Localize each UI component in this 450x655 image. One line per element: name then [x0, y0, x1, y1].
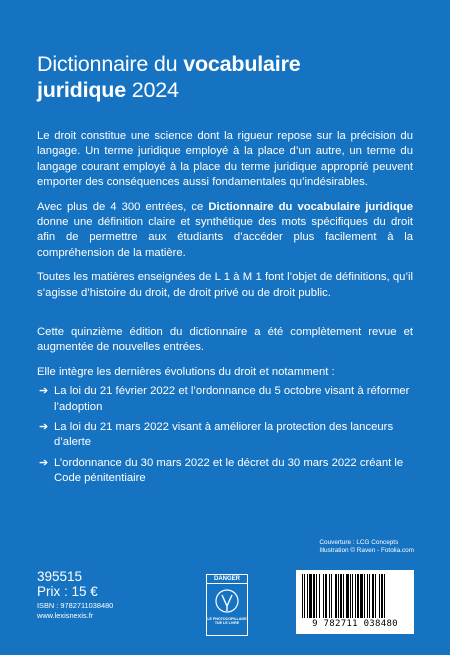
intro-paragraph-2	[37, 200, 413, 262]
cover-credits	[319, 539, 414, 556]
danger-footer-line-1: LE PHOTOCOPILLAGE	[207, 617, 247, 621]
arrow-right-icon: ➔	[39, 456, 49, 469]
website-link: www.lexisnexis.fr	[37, 611, 94, 620]
barcode-bars	[302, 574, 408, 618]
isbn: ISBN : 9782711038480	[37, 601, 114, 610]
publisher-info	[37, 601, 113, 621]
price: Prix : 15 €	[37, 583, 98, 599]
list-item	[37, 384, 413, 415]
product-code-block	[37, 570, 98, 599]
photocopy-danger-logo	[206, 574, 248, 636]
danger-header: DANGER	[207, 575, 247, 584]
intro-paragraph-1: Le droit constitue une science dont la rigueur repose sur la précision du langage. Un terme juridique employé à la place d’un autre, un terme du langage courant employé à la place du terme juridique approprié peuvent emporter des conséquences aussi fondamentales qu’indésirables.	[37, 130, 413, 189]
intro-paragraph-3: Toutes les matières enseignées de L 1 à M 1 font l’objet de définitions, qu’il s’agisse d’histoire du droit, de droit privé ou de droit public.	[37, 271, 413, 299]
intro-p2-post: donne une définition claire et synthétique des mots spécifiques du droit afin de permettre aux étudiants d’accéder plus facilement à la compréhension de la matière.	[37, 216, 413, 259]
list-item	[37, 456, 413, 487]
title-part-light: Dictionnaire du	[37, 52, 184, 76]
isbn-barcode	[296, 570, 414, 634]
arrow-right-icon: ➔	[39, 385, 49, 398]
intro-text	[37, 129, 413, 310]
edition-bullet-list	[37, 384, 413, 486]
edition-text	[37, 325, 413, 492]
book-figure-icon	[214, 586, 240, 616]
illustration-credit: Illustration © Raven - Fotolia.com	[319, 547, 414, 555]
list-item	[37, 420, 413, 451]
intro-p2-bold: Dictionnaire du vocabulaire juridique	[208, 200, 413, 213]
bullet-text: La loi du 21 février 2022 et l’ordonnance du 5 octobre visant à réformer l’adoption	[54, 385, 410, 413]
danger-footer	[207, 617, 246, 626]
title-line-2	[37, 77, 417, 103]
barcode-digits: 9 782711 038480	[312, 619, 398, 629]
bullet-text: La loi du 21 mars 2022 visant à améliorer la protection des lanceurs d’alerte	[54, 421, 394, 449]
edition-paragraph-1: Cette quinzième édition du dictionnaire a été complètement revue et augmentée de nouvelles entrées.	[37, 326, 413, 354]
title-line-1	[37, 51, 417, 77]
bullet-text: L’ordonnance du 30 mars 2022 et le décret du 30 mars 2022 créant le Code pénitentiaire	[54, 456, 404, 485]
intro-p2-pre: Avec plus de 4 300 entrées, ce	[37, 200, 209, 213]
arrow-right-icon: ➔	[39, 421, 49, 434]
title-year: 2024	[125, 78, 179, 102]
edition-paragraph-2: Elle intègre les dernières évolutions du droit et notamment :	[37, 365, 335, 378]
danger-footer-line-2: TUE LE LIVRE	[214, 621, 240, 626]
title-part-bold-2: juridique	[37, 78, 126, 102]
title-part-bold: vocabulaire	[183, 52, 301, 76]
product-code: 395515	[37, 569, 83, 584]
cover-credit: Couverture : LCG Concepts	[319, 539, 399, 546]
book-title	[37, 51, 417, 103]
